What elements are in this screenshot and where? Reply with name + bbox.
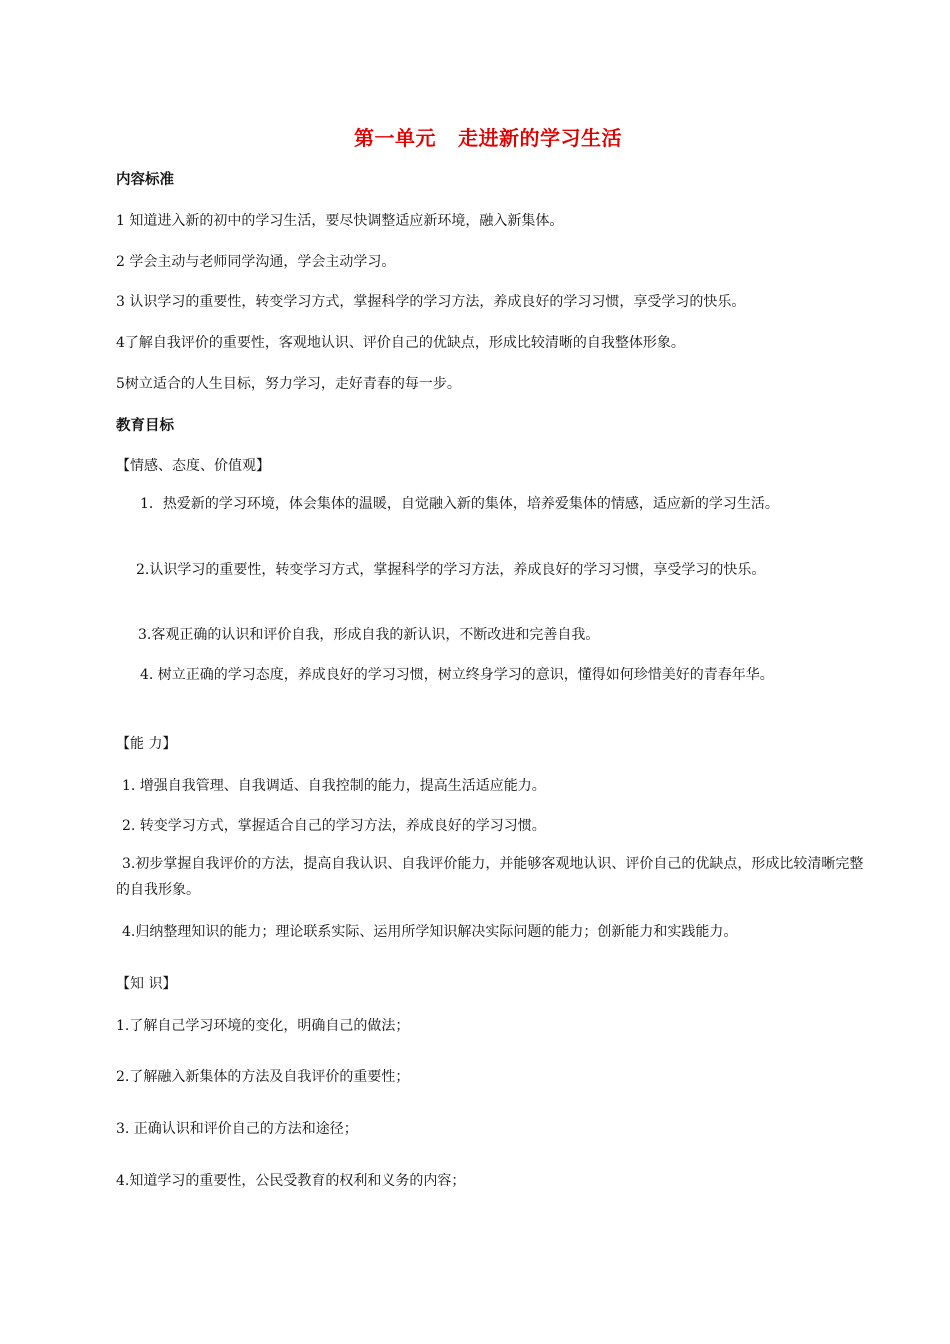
ability-item-3: 3.初步掌握自我评价的方法，提高自我认识、自我评价能力，并能够客观地认识、评价自己的优缺点，形成比较清晰完整的自我形象。 xyxy=(116,856,864,898)
heading-content-standard: 内容标准 xyxy=(116,172,174,188)
title-unit: 第一单元 xyxy=(354,126,436,150)
emotion-item-3: 3.客观正确的认识和评价自我，形成自我的新认识，不断改进和完善自我。 xyxy=(138,627,600,643)
standard-item-5: 5树立适合的人生目标，努力学习，走好青春的每一步。 xyxy=(116,376,461,392)
label-ability: 【能 力】 xyxy=(116,736,177,752)
emotion-item-2: 2.认识学习的重要性，转变学习方式，掌握科学的学习方法，养成良好的学习习惯，享受学习的快乐。 xyxy=(136,562,766,578)
label-knowledge: 【知 识】 xyxy=(116,976,177,992)
knowledge-item-2: 2.了解融入新集体的方法及自我评价的重要性； xyxy=(116,1069,410,1085)
title-topic: 走进新的学习生活 xyxy=(458,126,622,150)
label-emotion: 【情感、态度、价值观】 xyxy=(116,458,270,474)
emotion-item-1: 1．热爱新的学习环境，体会集体的温暖，自觉融入新的集体，培养爱集体的情感，适应新的学习生活。 xyxy=(140,496,779,512)
knowledge-item-1: 1.了解自己学习环境的变化，明确自己的做法； xyxy=(116,1018,410,1034)
ability-item-2: 2. 转变学习方式，掌握适合自己的学习方法，养成良好的学习习惯。 xyxy=(122,818,546,834)
ability-item-4: 4.归纳整理知识的能力；理论联系实际、运用所学知识解决实际问题的能力；创新能力和实践能力。 xyxy=(122,924,738,940)
standard-item-4: 4了解自我评价的重要性，客观地认识、评价自己的优缺点，形成比较清晰的自我整体形象。 xyxy=(116,335,685,351)
emotion-item-4: 4. 树立正确的学习态度，养成良好的学习习惯，树立终身学习的意识，懂得如何珍惜美好的青春年华。 xyxy=(140,667,774,683)
standard-item-2: 2 学会主动与老师同学沟通，学会主动学习。 xyxy=(116,254,396,270)
page-title xyxy=(0,122,950,151)
standard-item-1: 1 知道进入新的初中的学习生活，要尽快调整适应新环境，融入新集体。 xyxy=(116,213,564,229)
standard-item-3: 3 认识学习的重要性，转变学习方式，掌握科学的学习方法，养成良好的学习习惯，享受学习的快乐。 xyxy=(116,294,746,310)
knowledge-item-4: 4.知道学习的重要性，公民受教育的权利和义务的内容； xyxy=(116,1173,466,1189)
ability-item-1: 1. 增强自我管理、自我调适、自我控制的能力，提高生活适应能力。 xyxy=(122,778,546,794)
knowledge-item-3: 3. 正确认识和评价自己的方法和途径； xyxy=(116,1121,358,1137)
heading-education-goals: 教育目标 xyxy=(116,418,174,434)
